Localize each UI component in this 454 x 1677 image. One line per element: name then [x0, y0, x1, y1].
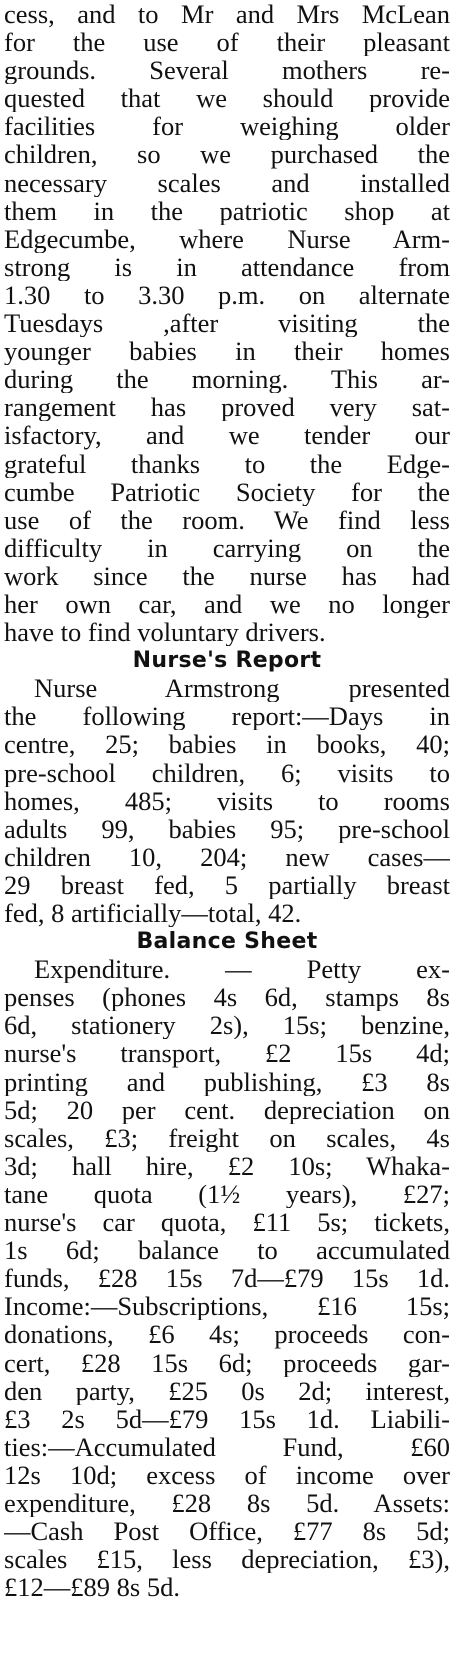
text-line: 3d; hall hire, £2 10s; Whaka- — [4, 1151, 450, 1180]
text-line: during the morning. This ar- — [4, 365, 450, 394]
section-heading-nurses-report: Nurse's Report — [132, 648, 322, 674]
text-line: den party, £25 0s 2d; interest, — [4, 1376, 450, 1405]
text-line: strong is in attendance from — [4, 252, 450, 281]
text-line: difficulty in carrying on the — [4, 533, 450, 562]
text-line: facilities for weighing older — [4, 112, 450, 141]
text-line: 12s 10d; excess of income over — [4, 1460, 450, 1489]
text-line: centre, 25; babies in books, 40; — [4, 730, 450, 759]
text-line: isfactory, and we tender our — [4, 421, 450, 450]
text-line: homes, 485; visits to rooms — [4, 786, 450, 815]
text-line: £12—£89 8s 5d. — [4, 1573, 180, 1602]
text-line: for the use of their pleasant — [4, 28, 450, 57]
text-line: work since the nurse has had — [4, 561, 450, 590]
text-line: 5d; 20 per cent. depreciation on — [4, 1095, 450, 1124]
text-line: adults 99, babies 95; pre-school — [4, 814, 450, 843]
text-line: printing and publishing, £3 8s — [4, 1067, 450, 1096]
section-heading-balance-sheet: Balance Sheet — [136, 929, 318, 955]
text-line: Income:—Subscriptions, £16 15s; — [4, 1292, 450, 1321]
text-line: penses (phones 4s 6d, stamps 8s — [4, 983, 450, 1012]
text-line: donations, £6 4s; proceeds con- — [4, 1320, 450, 1349]
text-line: —Cash Post Office, £77 8s 5d; — [4, 1517, 450, 1546]
text-line: fed, 8 artificially—total, 42. — [4, 899, 302, 928]
text-line: children 10, 204; new cases— — [4, 842, 450, 871]
text-line: grateful thanks to the Edge- — [4, 449, 450, 478]
text-line: £3 2s 5d—£79 15s 1d. Liabili- — [4, 1404, 450, 1433]
text-line: funds, £28 15s 7d—£79 15s 1d. — [4, 1264, 450, 1293]
text-line: the following report:—Days in — [4, 702, 450, 731]
text-line: expenditure, £28 8s 5d. Assets: — [4, 1488, 450, 1518]
text-line: cumbe Patriotic Society for the — [4, 477, 450, 506]
text-line: scales £15, less depreciation, £3), — [4, 1545, 450, 1574]
text-line: Expenditure. — Petty ex- — [34, 955, 450, 984]
text-line: scales, £3; freight on scales, 4s — [4, 1123, 450, 1152]
paragraph-balance-sheet — [4, 955, 450, 1601]
text-line: cess, and to Mr and Mrs McLean — [4, 0, 450, 29]
text-line: quested that we should provide — [4, 84, 450, 113]
text-line: 1s 6d; balance to accumulated — [4, 1236, 450, 1265]
text-line: 6d, stationery 2s), 15s; benzine, — [4, 1011, 450, 1040]
text-line: have to find voluntary drivers. — [4, 618, 326, 647]
text-line: Tuesdays ,after visiting the — [4, 309, 450, 338]
text-line: grounds. Several mothers re- — [4, 56, 450, 85]
text-line: 1.30 to 3.30 p.m. on alternate — [4, 280, 450, 310]
text-line: her own car, and we no longer — [4, 589, 450, 619]
text-line: use of the room. We find less — [4, 505, 450, 534]
text-line: Nurse Armstrong presented — [34, 674, 450, 703]
text-line: pre-school children, 6; visits to — [4, 758, 450, 787]
text-line: children, so we purchased the — [4, 140, 450, 169]
text-line: rangement has proved very sat- — [4, 393, 450, 422]
text-line: younger babies in their homes — [4, 337, 450, 366]
text-line: tane quota (1½ years), £27; — [4, 1179, 450, 1209]
paragraph-nurses-report — [4, 674, 450, 927]
text-line: ties:—Accumulated Fund, £60 — [4, 1432, 450, 1461]
text-line: necessary scales and installed — [4, 168, 450, 197]
text-line: them in the patriotic shop at — [4, 196, 450, 225]
text-line: 29 breast fed, 5 partially breast — [4, 870, 450, 899]
text-line: cert, £28 15s 6d; proceeds gar- — [4, 1348, 450, 1377]
text-line: nurse's transport, £2 15s 4d; — [4, 1039, 450, 1068]
paragraph-opening — [4, 0, 450, 646]
text-line: Edgecumbe, where Nurse Arm- — [4, 224, 450, 253]
text-line: nurse's car quota, £11 5s; tickets, — [4, 1208, 450, 1237]
